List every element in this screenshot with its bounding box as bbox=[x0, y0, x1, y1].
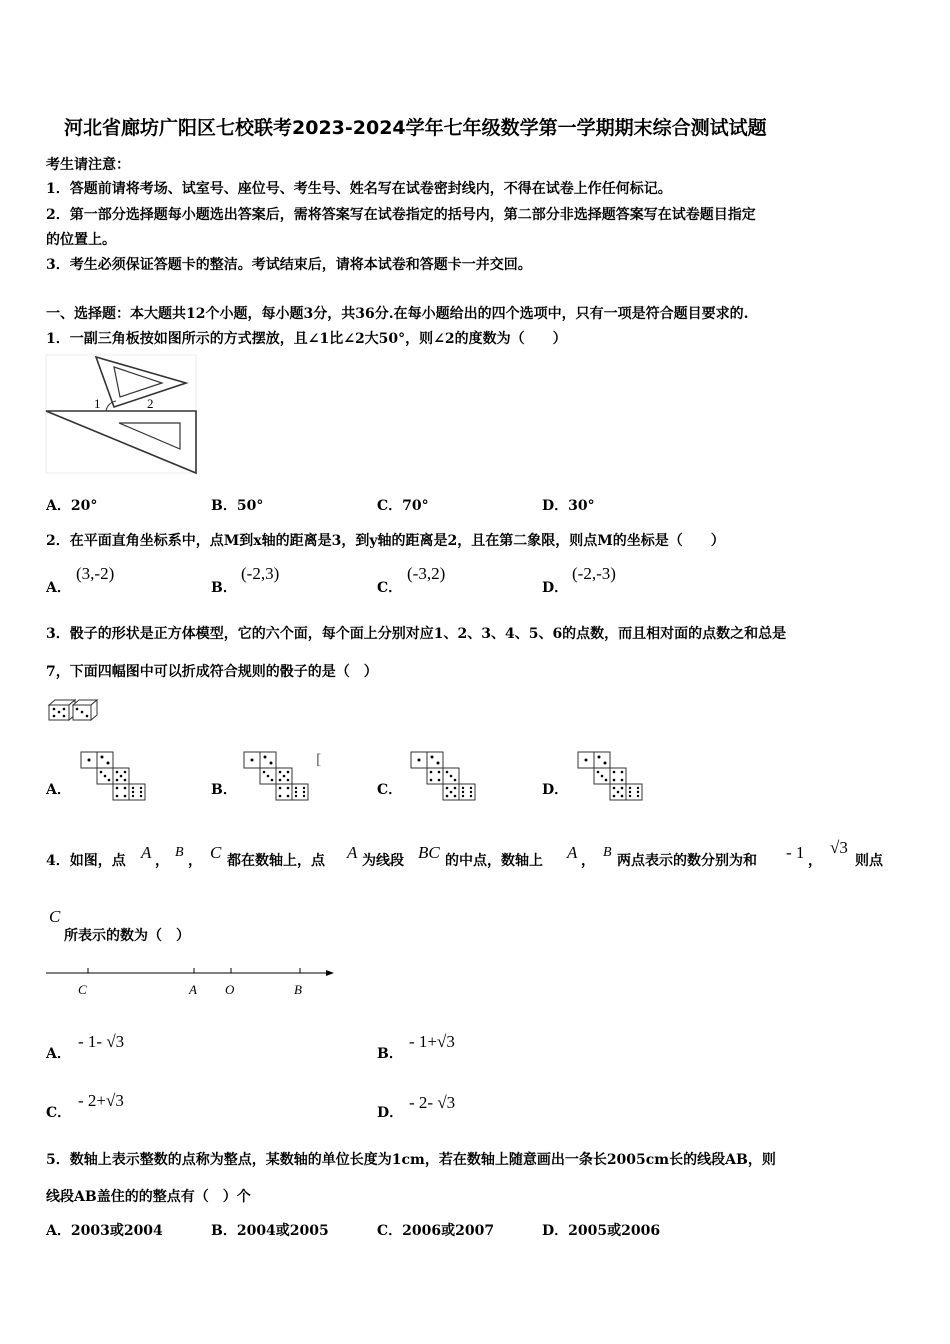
notice-item: 3．考生必须保证答题卡的整洁。考试结束后，请将本试卷和答题卡一并交回。 bbox=[46, 257, 532, 273]
q4-comma: ， bbox=[155, 853, 169, 869]
q5-option-b[interactable]: B．2004或2005 bbox=[211, 1223, 329, 1239]
q4-stem-part: 4．如图，点 bbox=[46, 853, 126, 869]
q2-option-a[interactable]: A． bbox=[46, 580, 71, 596]
q4-number-line bbox=[44, 962, 344, 998]
q4-value-a: - 1- √3 bbox=[78, 1032, 125, 1051]
q4-value-sqrt3: √3 bbox=[830, 838, 848, 857]
angle-2-label: 2 bbox=[147, 396, 154, 411]
q4-stem-part: 则点 bbox=[855, 853, 883, 869]
q2-value-c: (-3,2) bbox=[407, 564, 446, 583]
dice-image bbox=[47, 698, 99, 722]
q4-point-b: B bbox=[175, 845, 184, 860]
q5-stem: 5．数轴上表示整数的点称为整点，某数轴的单位长度为1cm，若在数轴上随意画出一条长2005cm长的线段AB，则 bbox=[46, 1152, 776, 1168]
notice-item: 2．第一部分选择题每小题选出答案后，需将答案写在试卷指定的括号内，第二部分非选择题答案写在试卷题目指定 bbox=[46, 207, 756, 223]
q4-point-c: C bbox=[49, 907, 61, 926]
q2-value-b: (-2,3) bbox=[241, 564, 280, 583]
q1-option-a[interactable]: A．20° bbox=[46, 498, 98, 514]
q4-stem-part: 为线段 bbox=[362, 853, 404, 869]
q2-option-d[interactable]: D． bbox=[542, 580, 569, 596]
q4-value-d: - 2- √3 bbox=[409, 1093, 456, 1112]
q1-option-b[interactable]: B．50° bbox=[211, 498, 264, 514]
q1-stem: 1．一副三角板按如图所示的方式摆放，且∠1比∠2大50°，则∠2的度数为（ ） bbox=[46, 331, 567, 347]
angle-1-label: 1 bbox=[94, 396, 101, 411]
page-title: 河北省廊坊广阳区七校联考2023-2024学年七年级数学第一学期期末综合测试试题 bbox=[64, 117, 767, 139]
axis-label-b: B bbox=[294, 982, 302, 997]
q1-option-d[interactable]: D．30° bbox=[542, 498, 595, 514]
q4-comma: ， bbox=[188, 853, 202, 869]
q4-point-a: A bbox=[347, 843, 358, 862]
q5-option-c[interactable]: C．2006或2007 bbox=[377, 1223, 495, 1239]
q5-stem: 线段AB盖住的的整点有（ ）个 bbox=[46, 1189, 251, 1205]
notice-heading: 考生请注意： bbox=[46, 157, 130, 173]
q4-point-b: B bbox=[603, 845, 612, 860]
q3-stem: 7，下面四幅图中可以折成符合规则的骰子的是（ ） bbox=[46, 664, 378, 680]
q3-net-b bbox=[244, 752, 314, 804]
q4-stem-part: 所表示的数为（ ） bbox=[64, 928, 190, 944]
q5-option-a[interactable]: A．2003或2004 bbox=[46, 1223, 163, 1239]
q3-option-a[interactable]: A． bbox=[46, 782, 71, 798]
q4-comma: ， bbox=[808, 853, 822, 869]
q2-value-a: (3,-2) bbox=[76, 564, 115, 583]
q4-option-b[interactable]: B． bbox=[377, 1046, 403, 1062]
axis-label-o: O bbox=[225, 982, 235, 997]
notice-item: 的位置上。 bbox=[46, 232, 116, 248]
q2-value-d: (-2,-3) bbox=[572, 564, 616, 583]
q4-point-c: C bbox=[210, 843, 222, 862]
q4-stem-part: 两点表示的数分别为和 bbox=[617, 853, 757, 869]
q4-value-c: - 2+√3 bbox=[78, 1091, 124, 1110]
q3-stem: 3．骰子的形状是正方体模型，它的六个面，每个面上分别对应1、2、3、4、5、6的点数，而且相对面的点数之和总是 bbox=[46, 626, 787, 642]
q1-triangle-figure bbox=[44, 355, 204, 475]
q3-net-d bbox=[578, 752, 648, 804]
q4-stem-part: 都在数轴上，点 bbox=[227, 853, 325, 869]
q4-option-a[interactable]: A． bbox=[46, 1046, 71, 1062]
q4-point-a: A bbox=[567, 843, 578, 862]
q4-value-b: - 1+√3 bbox=[409, 1032, 455, 1051]
q3-option-d[interactable]: D． bbox=[542, 782, 569, 798]
q4-value-neg1: - 1 bbox=[786, 843, 805, 862]
q4-segment-bc: BC bbox=[418, 843, 440, 862]
q2-option-b[interactable]: B． bbox=[211, 580, 237, 596]
q3-option-b[interactable]: B． bbox=[211, 782, 237, 798]
q4-point-a: A bbox=[141, 843, 152, 862]
q3-net-a bbox=[81, 752, 151, 804]
section-heading: 一、选择题：本大题共12个小题，每小题3分，共36分.在每小题给出的四个选项中，只有一项是符合题目要求的. bbox=[46, 306, 749, 322]
q4-option-d[interactable]: D． bbox=[377, 1105, 404, 1121]
q4-comma: ， bbox=[581, 853, 595, 869]
q3-net-c bbox=[411, 752, 481, 804]
axis-label-a: A bbox=[189, 982, 197, 997]
q4-option-c[interactable]: C． bbox=[46, 1105, 72, 1121]
notice-item: 1．答题前请将考场、试室号、座位号、考生号、姓名写在试卷密封线内，不得在试卷上作任何标记。 bbox=[46, 181, 672, 197]
stray-bracket: [ bbox=[316, 752, 322, 768]
q2-option-c[interactable]: C． bbox=[377, 580, 403, 596]
axis-label-c: C bbox=[78, 982, 87, 997]
q2-stem: 2．在平面直角坐标系中，点M到x轴的距离是3，到y轴的距离是2，且在第二象限，则点M的坐标是（ ） bbox=[46, 533, 725, 549]
q3-option-c[interactable]: C． bbox=[377, 782, 403, 798]
q5-option-d[interactable]: D．2005或2006 bbox=[542, 1223, 661, 1239]
q1-option-c[interactable]: C．70° bbox=[377, 498, 429, 514]
q4-stem-part: 的中点，数轴上 bbox=[445, 853, 543, 869]
